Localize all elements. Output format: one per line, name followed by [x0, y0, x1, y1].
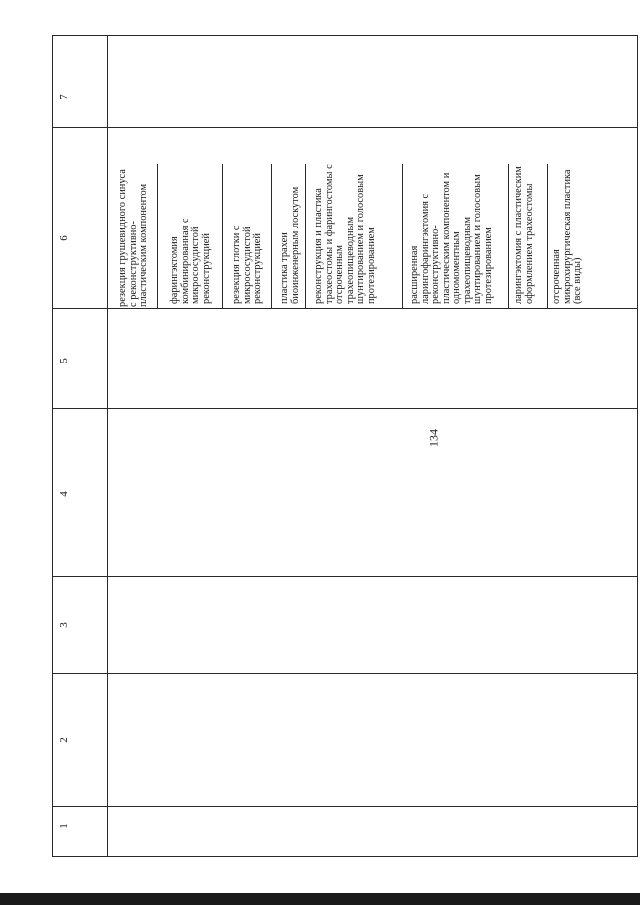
procedure-entry: резекция грушевидного синуса с реконструктивно- пластическим компонентом: [117, 169, 149, 307]
row-divider: [222, 164, 223, 308]
scan-edge: [0, 893, 640, 905]
table-border-right: [637, 35, 638, 857]
rotated-table: [52, 35, 638, 857]
column-divider-3-2: [52, 673, 638, 674]
page-number: 134: [426, 429, 441, 447]
column-divider-4-3: [52, 576, 638, 577]
header-separator: [107, 35, 108, 857]
procedure-entry: фарингэктомия комбинированная с микрососудистой реконструкцией: [169, 218, 212, 304]
procedure-entry: реконструкция и пластика трахеостомы и фарингостомы с отсроченным трахеопищеводным шунтированием и голосовым протезированием: [313, 164, 377, 304]
column-divider-6-5: [52, 308, 638, 309]
column-divider-7-6: [52, 127, 638, 128]
column-header-5: 5: [58, 358, 70, 364]
column-divider-5-4: [52, 408, 638, 409]
column-header-3: 3: [58, 622, 70, 628]
column-header-2: 2: [58, 737, 70, 743]
row-divider: [157, 164, 158, 308]
column-header-4: 4: [58, 491, 70, 497]
row-divider: [305, 164, 306, 308]
column-header-1: 1: [58, 823, 70, 829]
table-border-top: [52, 35, 638, 36]
row-divider: [271, 164, 272, 308]
procedure-entry: пластика трахеи биоинженерным лоскутом: [279, 186, 301, 304]
procedure-entry: отсроченная микрохирургическая пластика (все виды): [551, 169, 583, 304]
row-divider: [107, 164, 108, 165]
table-border-bottom: [52, 856, 638, 857]
table-border-left: [52, 35, 53, 857]
procedure-entry: резекция глотки с микрососудистой реконструкцией: [231, 225, 263, 304]
procedure-entry: расширенная ларингофарингэктомия с реконструктивно- пластическим компонентом и одномоментным трахеопищеводным шунтированием и голосовым протезированием: [409, 172, 494, 304]
row-divider: [508, 164, 509, 308]
column-header-6: 6: [58, 235, 70, 241]
procedure-entry: ларингэктомия с пластическим оформлением трахеостомы: [513, 166, 535, 304]
row-divider: [402, 164, 403, 308]
column-divider-2-1: [52, 806, 638, 807]
column-header-7: 7: [58, 94, 70, 100]
row-divider: [547, 164, 548, 308]
